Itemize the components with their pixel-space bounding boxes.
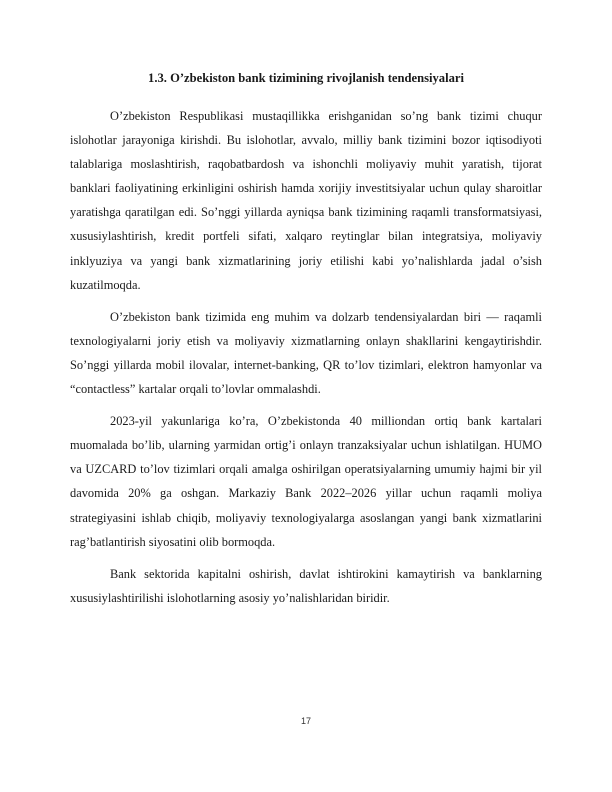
paragraph-2: O’zbekiston bank tizimida eng muhim va dolzarb tendensiyalardan biri — raqamli texnologiyalarni joriy etish va moliyaviy xizmatlarning onlayn shakllarini kengaytirishdir. So’nggi yillarda mobil ilovalar, internet-banking, QR to’lov tizimlari, elektron hamyonlar va “contactless” kartalar orqali to’lovlar ommalashdi. <box>70 309 542 397</box>
body-text <box>70 104 542 618</box>
paragraph-4: Bank sektorida kapitalni oshirish, davlat ishtirokini kamaytirish va banklarning xususiylashtirilishi islohotlarning asosiy yo’nalishlaridan biridir. <box>70 566 542 605</box>
section-heading: 1.3. O’zbekiston bank tizimining rivojlanish tendensiyalari <box>148 71 464 85</box>
page-number: 17 <box>300 716 311 726</box>
paragraph-1: O’zbekiston Respublikasi mustaqillikka erishganidan so’ng bank tizimi chuqur islohotlar jarayoniga kirishdi. Bu islohotlar, avvalo, milliy bank tizimini bozor iqtisodiyoti talablariga moslashtirish, raqobatbardosh va ishonchli moliyaviy muhit yaratish, tijorat banklari faoliyatining erkinligini oshirish hamda xorijiy investitsiyalar uchun qulay sharoitlar yaratishga qaratilgan edi. So’nggi yillarda ayniqsa bank tizimining raqamli transformatsiyasi, xususiylashtirish, kredit portfeli sifati, xalqaro reytinglar bilan integratsiya, moliyaviy inklyuziya va yangi bank xizmatlarining joriy etilishi kabi yo’nalishlarda jadal o’sish kuzatilmoqda. <box>70 109 542 292</box>
paragraph-3: 2023-yil yakunlariga ko’ra, O’zbekistonda 40 milliondan ortiq bank kartalari muomalada bo’lib, ularning yarmidan ortig’i onlayn tranzaksiyalar uchun ishlatilgan. HUMO va UZCARD to’lov tizimlari orqali amalga oshirilgan operatsiyalarning umumiy hajmi bir yil davomida 20% ga oshgan. Markaziy Bank 2022–2026 yillar uchun raqamli moliya strategiyasini ishlab chiqib, moliyaviy texnologiyalarga asoslangan yangi bank xizmatlarini rag’batlantirish siyosatini olib bormoqda. <box>70 414 542 549</box>
